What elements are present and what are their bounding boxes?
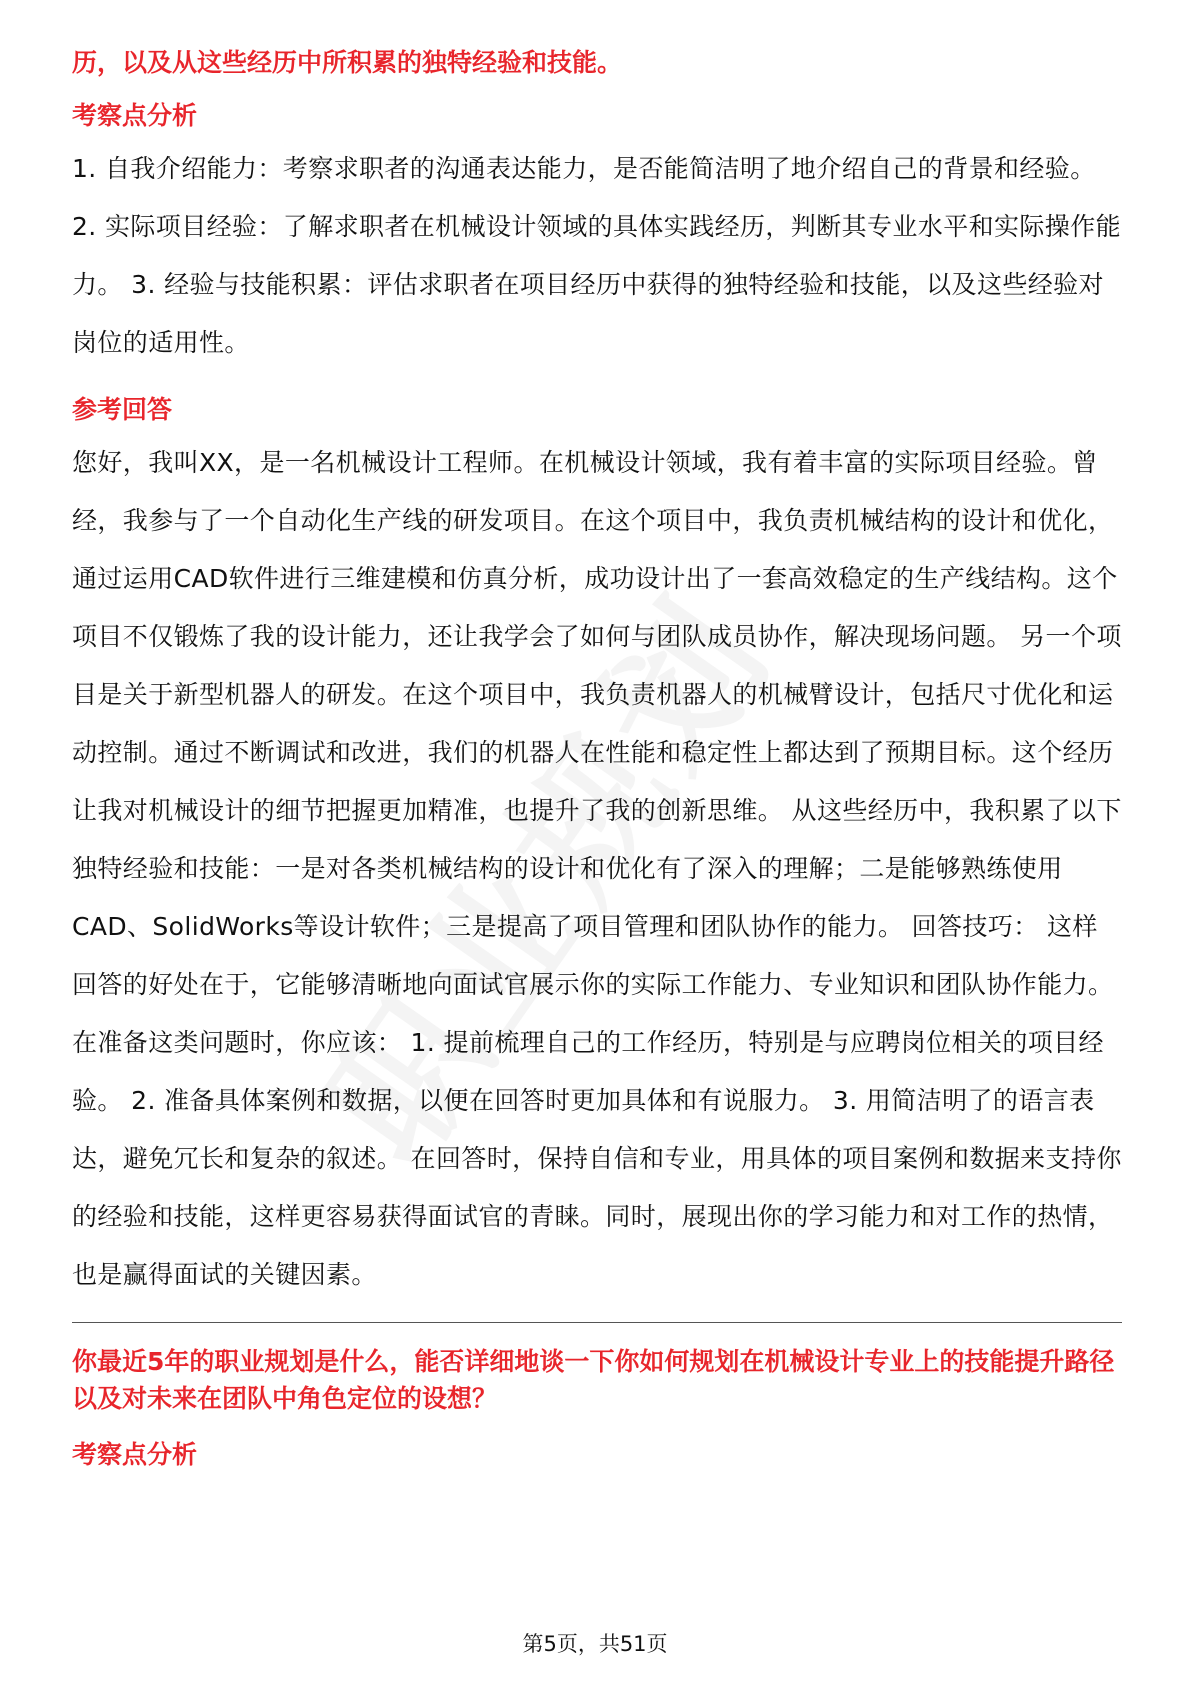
reference-answer-title: 参考回答 bbox=[72, 395, 173, 424]
section-divider bbox=[72, 1322, 1122, 1323]
reference-answer-body: 您好，我叫XX，是一名机械设计工程师。在机械设计领域，我有着丰富的实际项目经验。曾经，我参与了一个自动化生产线的研发项目。在这个项目中，我负责机械结构的设计和优化，通过运用CAD软件进行三维建模和仿真分析，成功设计出了一套高效稳定的生产线结构。这个项目不仅锻炼了我的设计能力，还让我学会了如何与团队成员协作，解决现场问题。 另一个项目是关于新型机器人的研发。在这个项目中，我负责机器人的机械臂设计，包括尺寸优化和运动控制。通过不断调试和改进，我们的机器人在性能和稳定性上都达到了预期目标。这个经历让我对机械设计的细节把握更加精准，也提升了我的创新思维。 从这些经历中，我积累了以下独特经验和技能：一是对各类机械结构的设计和优化有了深入的理解；二是能够熟练使用CAD、SolidWorks等设计软件；三是提高了项目管理和团队协作的能力。 回答技巧： 这样回答的好处在于，它能够清晰地向面试官展示你的实际工作能力、专业知识和团队协作能力。在准备这类问题时，你应该： 1. 提前梳理自己的工作经历，特别是与应聘岗位相关的项目经验。 2. 准备具体案例和数据，以便在回答时更加具体和有说服力。 3. 用简洁明了的语言表达，避免冗长和复杂的叙述。 在回答时，保持自信和专业，用具体的项目案例和数据来支持你的经验和技能，这样更容易获得面试官的青睐。同时，展现出你的学习能力和对工作的热情，也是赢得面试的关键因素。 bbox=[72, 448, 1122, 1289]
page-number: 第5页，共51页 bbox=[522, 1632, 668, 1656]
analysis-title: 考察点分析 bbox=[72, 101, 198, 130]
page-content bbox=[72, 40, 1122, 1479]
analysis-body: 1. 自我介绍能力：考察求职者的沟通表达能力，是否能简洁明了地介绍自己的背景和经验。 2. 实际项目经验：了解求职者在机械设计领域的具体实践经历，判断其专业水平和实际操作能力。 3. 经验与技能积累：评估求职者在项目经历中获得的独特经验和技能，以及这些经验对岗位的适用性。 bbox=[72, 154, 1122, 357]
next-analysis-title: 考察点分析 bbox=[72, 1440, 198, 1469]
next-question: 你最近5年的职业规划是什么，能否详细地谈一下你如何规划在机械设计专业上的技能提升路径以及对未来在团队中角色定位的设想？ bbox=[72, 1347, 1115, 1413]
question-tail: 历，以及从这些经历中所积累的独特经验和技能。 bbox=[72, 48, 623, 77]
